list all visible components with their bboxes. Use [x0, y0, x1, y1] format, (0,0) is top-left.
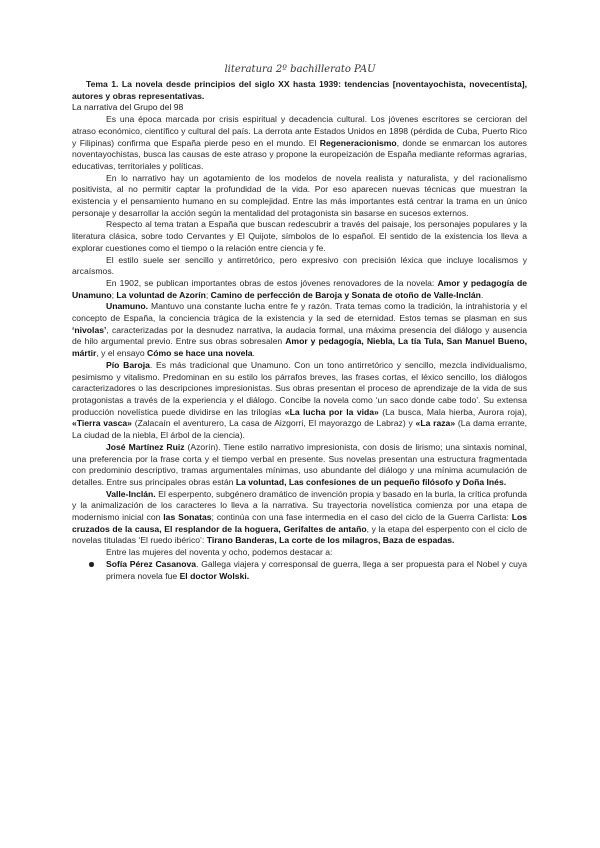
paragraph-themes: Respecto al tema tratan a España que buscan redescubrir a través del paisaje, los personajes populares y la literatura clásica, sobre todo Cervantes y El Quijote, símbolos de lo español. El sentido de la existencia los lleva a explorar cuestiones como el tiempo o la relación entre ciencia y fe.: [72, 219, 527, 253]
paragraph-narrative: En lo narrativo hay un agotamiento de los modelos de novela realista y naturalista, y del racionalismo positivista, al no permitir captar la profundidad de la vida. Por eso aparecen nuevas técnicas que muestran la existencia y el pensamiento humano en su complejidad. Entre las más importantes está centrar la trama en un único personaje y desarrollar la acción según la mentalidad del protagonista sin basarse en sucesos externos.: [72, 172, 527, 218]
paragraph-women: Entre las mujeres del noventa y ocho, podemos destacar a:: [106, 547, 333, 558]
paragraph-baroja: Pío Baroja. Es más tradicional que Unamuno. Con un tono antirretórico y sencillo, mezcla individualismo, pesimismo y vitalismo. Predominan en su estilo los párrafos breves, las frases cortas, el léxico sencillo, los diálogos caracterizadores o las descripciones impresionistas. Sus obras presentan el proceso de aprendizaje de la vida de sus protagonistas a través de la experiencia y el diálogo. Concibe la novela como ‘un saco donde cabe todo’. Su extensa producción novelística puede dividirse en las trilogías «La lucha por la vida» (La busca, Mala hierba, Aurora roja), «Tierra vasca» (Zalacaín el aventurero, La casa de Aizgorri, El mayorazgo de Labraz) y «La raza» (La dama errante, La ciudad de la niebla, El árbol de la ciencia).: [72, 359, 528, 441]
section-subtitle: La narrativa del Grupo del 98: [72, 102, 184, 113]
bullet-icon: [89, 562, 94, 567]
author-valle-inclan: Valle-Inclán.: [106, 488, 156, 499]
paragraph-azorin: José Martínez Ruiz (Azorín). Tiene estilo narrativo impresionista, con dosis de lirismo; una sintaxis nominal, una preferencia por la frase corta y el tiempo verbal en presente. Sus novelas presentan una estructura fragmentada con predominio descriptivo, tramas argumentales mínimas, uso abundante del diálogo y una mínima acumulación de detalles. Entre sus principales obras están La voluntad, Las confesiones de un pequeño filósofo y Doña Inés.: [72, 441, 527, 487]
list-item: Sofía Pérez Casanova. Gallega viajera y corresponsal de guerra, llega a ser propuesta para el Nobel y cuya primera novela fue El doctor Wolski.: [72, 559, 527, 582]
paragraph-unamuno: Unamuno. Mantuvo una constante lucha entre fe y razón. Trata temas como la tradición, la intrahistoria y el concepto de España, la conciencia trágica de la existencia y la sed de eternidad. Estos temas se plasman en sus ‘nivolas’, caracterizadas por la desnudez narrativa, la audacia formal, una máxima presencia del diálogo y ausencia de hilo argumental previo. Entre sus obras sobresalen Amor y pedagogía, Niebla, La tía Tula, San Manuel Bueno, mártir, y el ensayo Cómo se hace una novela.: [72, 301, 527, 359]
paragraph-valle-inclan: Valle-Inclán. El esperpento, subgénero dramático de invención propia y basado en la burla, la crítica profunda y la animalización de los caracteres lo lleva a la narrativa. Su trayectoria novelística comienza por una etapa de modernismo inicial con las Sonatas; continúa con una fase intermedia en el caso del ciclo de la Guerra Carlista: Los cruzados de la causa, El resplandor de la hoguera, Gerifaltes de antaño, y la etapa del esperpento con el ciclo de novelas tituladas ‘El ruedo ibérico’: Tirano Banderas, La corte de los milagros, Baza de espadas.: [72, 488, 528, 546]
women-authors-list: [72, 559, 527, 582]
handwritten-header: literatura 2º bachillerato PAU: [224, 64, 376, 75]
document-body: [72, 79, 527, 582]
document-title: Tema 1. La novela desde principios del siglo XX hasta 1939: tendencias [noventayochista, novecentista], autores y obras representativas.: [72, 79, 527, 101]
author-unamuno: Unamuno.: [106, 301, 149, 312]
term-regeneracionismo: Regeneracionismo: [319, 137, 397, 148]
author-baroja: Pío Baroja: [106, 359, 150, 370]
paragraph-context: Es una época marcada por crisis espiritual y decadencia cultural. Los jóvenes escritores se cercioran del atraso económico, científico y cultural del país. La derrota ante Estados Unidos en 1898 (pérdida de Cuba, Puerto Rico y Filipinas) confirma que España pierde peso en el mundo. El Regeneracionismo, donde se enmarcan los autores noventayochistas, busca las causas de este atraso y propone la europeización de España mediante reformas agrarias, educativas, territoriales y políticas.: [72, 114, 527, 171]
paragraph-1902: En 1902, se publican importantes obras de estos jóvenes renovadores de la novela: Amor y pedagogía de Unamuno; La voluntad de Azorín; Camino de perfección de Baroja y Sonata de otoño de Valle-Inclán.: [72, 277, 527, 300]
author-azorin: José Martínez Ruiz: [106, 441, 185, 452]
paragraph-style: El estilo suele ser sencillo y antirretórico, pero expresivo con precisión léxica que incluye localismos y arcaísmos.: [72, 254, 527, 277]
